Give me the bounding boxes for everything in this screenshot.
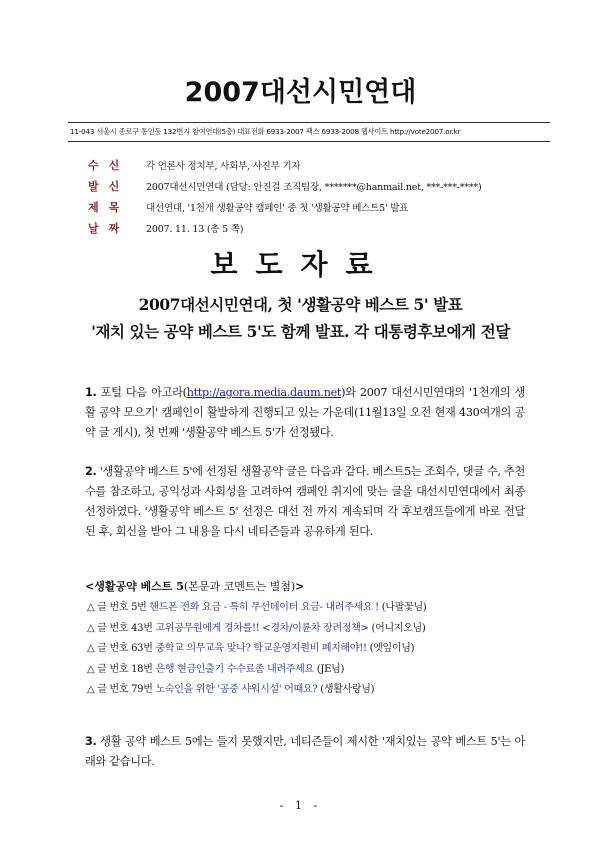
best5-title-note: (본문과 코멘트는 별첨) (183, 580, 296, 593)
item-title: 고위공무원에게 경차를!! <경차/이륜차 장려정책> (155, 622, 369, 634)
meta-value: 각 언론사 정치부, 사회부, 사진부 기자 (146, 160, 301, 172)
list-item (87, 680, 547, 701)
item-title: 핸드폰 전화 요금 - 특히 무선데이터 요금- 내려주세요 ! (149, 602, 379, 613)
paragraph-3 (85, 732, 525, 772)
paragraph-text: 생활 공약 베스트 5에는 들지 못했지만, 네티즌들이 제시한 '재치있는 공약 베스트 5'는 아래와 같습니다. (85, 735, 525, 768)
agora-link[interactable]: http://agora.media.daum.net (186, 386, 342, 399)
org-title: 2007대선시민연대 (184, 77, 417, 108)
item-title: 은행 현금인출기 수수료좀 내려주세요 (155, 663, 314, 675)
paragraph-1 (85, 383, 525, 443)
item-prefix: △ 글 번호 18번 (87, 663, 156, 675)
item-author: (나팔꽃님) (378, 602, 427, 613)
paragraph-text: )와 2007 대선시민연대의 '1천개의 생활 공약 모으기' 캠페인이 활발하게 진행되고 있는 가운데(11월13일 오전 현재 430여개의 공약 글 게시), 첫 번째 '생활공약 베스트 5'가 선정됐다. (85, 386, 525, 439)
paragraph-text: 포털 다음 아고라( (96, 386, 187, 399)
headline-1: 2007대선시민연대, 첫 '생활공약 베스트 5' 발표 (138, 295, 463, 314)
divider (68, 122, 550, 123)
best5-title-end: > (295, 580, 305, 593)
item-title: 중학교 의무교육 맞나? 학교운영지원비 폐지해야!! (155, 643, 367, 655)
best5-list (87, 598, 547, 701)
paragraph-text: '생활공약 베스트 5'에 선정된 생활공약 글은 다음과 같다. 베스트5는 조회수, 댓글 수, 추천 수를 참조하고, 공익성과 사회성을 고려하여 캠페인 취지에 맞는 글을 대선시민연대에서 최종 선정하였다. '생활공약 베스트 5' 선정은 대선 전 까지 계속되며 각 후보캠프들에게 바로 전달된 후, 회신을 받아 그 내용을 다시 네티즌들과 공유하게 된다. (85, 465, 525, 538)
contact-line: 11-043 서울시 종로구 통인동 132번지 참여연대(5층) 대표전화 6933-2007 팩스 6933-2008 웹사이트 http://vote2007.or.kr (70, 127, 461, 136)
meta-label: 수신 (88, 158, 130, 172)
paragraph-2 (85, 462, 525, 542)
page-number: - 1 - (279, 799, 322, 812)
item-author: (JE님) (313, 663, 345, 675)
list-item (87, 598, 547, 619)
press-release-title: 보도자료 (210, 248, 391, 281)
headline-2: '재치 있는 공약 베스트 5'도 함께 발표. 각 대통령후보에게 전달 (91, 322, 510, 341)
meta-row-subject (88, 196, 528, 217)
item-title: 노숙인을 위한 '공중 샤워시설' 어때요? (155, 684, 318, 696)
meta-label: 발신 (88, 179, 130, 193)
meta-value: 2007. 11. 13 (총 5 쪽) (146, 223, 244, 235)
item-prefix: △ 글 번호 43번 (87, 622, 156, 634)
list-item (87, 660, 547, 681)
best5-title-text: <생활공약 베스트 5 (85, 580, 184, 593)
list-item (87, 619, 547, 640)
item-prefix: △ 글 번호 79번 (87, 684, 156, 696)
meta-block (88, 154, 528, 238)
meta-value: 대선연대, '1천개 생활공약 캠페인' 중 첫 '생활공약 베스트5' 발표 (146, 202, 409, 214)
divider (68, 141, 550, 142)
list-item (87, 639, 547, 660)
paragraph-number: 2. (85, 465, 97, 478)
meta-row-sender (88, 175, 528, 196)
item-author: (생활사랑님) (317, 684, 375, 696)
best5-title (85, 578, 304, 594)
paragraph-number: 1. (85, 386, 97, 399)
meta-value: 2007대선시민연대 (담당: 안진걸 조직팀장, *******@hanmail.net, ***-***-****) (146, 181, 482, 193)
item-prefix: △ 글 번호 5번 (87, 602, 150, 613)
item-prefix: △ 글 번호 63번 (87, 643, 156, 655)
meta-row-date (88, 217, 528, 238)
paragraph-number: 3. (85, 735, 97, 748)
meta-row-recipient (88, 154, 528, 175)
meta-label: 날짜 (88, 221, 130, 235)
meta-label: 제목 (88, 200, 130, 214)
item-author: (엣잎이님) (366, 643, 415, 655)
item-author: (어니지오님) (368, 622, 426, 634)
